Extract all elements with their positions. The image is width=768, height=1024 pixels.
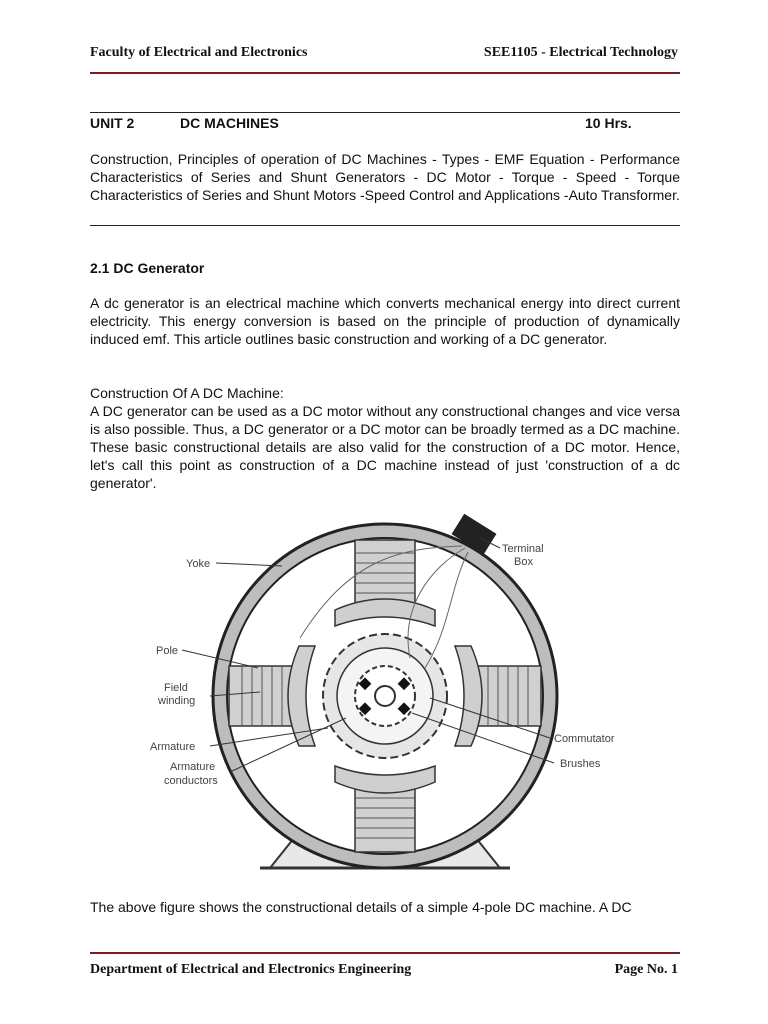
shaft: [375, 686, 395, 706]
construction-title: Construction Of A DC Machine:: [90, 385, 284, 401]
label-brushes: Brushes: [560, 758, 601, 770]
dc-machine-figure: [150, 508, 620, 878]
label-pole: Pole: [156, 645, 179, 657]
footer-rule: [90, 952, 680, 954]
footer-page-number: Page No. 1: [614, 962, 678, 977]
header-course: SEE1105 - Electrical Technology: [483, 45, 678, 60]
pole-right: [473, 666, 541, 726]
label-yoke: Yoke: [186, 558, 211, 570]
unit-bottom-rule: [90, 225, 680, 226]
intro-paragraph: A dc generator is an electrical machine which converts mechanical energy into direct current electricity. This energy conversion is based on the principle of production of dynamically induced emf. This article outlines basic construction and working of a DC generator.: [90, 295, 680, 347]
dc-machine-diagram: [150, 508, 620, 878]
caption-paragraph: The above figure shows the constructional details of a simple 4-pole DC machine. A DC: [90, 899, 632, 915]
label-field-1: Field: [164, 682, 188, 694]
pole-left: [229, 666, 297, 726]
header-rule: [90, 72, 680, 74]
construction-paragraph: A DC generator can be used as a DC motor without any constructional changes and vice versa is also possible. Thus, a DC generator or a DC motor can be broadly termed as a DC machine. These basic constructional details are also valid for the construction of a DC motor. Hence, let's call this point as construction of a DC machine instead of just 'construction of a dc generator'.: [90, 403, 680, 491]
pole-top: [355, 540, 415, 608]
label-armature: Armature: [150, 741, 196, 753]
label-terminal-1: Terminal: [502, 543, 544, 555]
unit-title: DC MACHINES: [180, 115, 279, 131]
label-arm-cond-1: Armature: [170, 761, 216, 773]
label-terminal-2: Box: [514, 556, 533, 568]
section-heading: 2.1 DC Generator: [90, 260, 205, 276]
label-field-2: winding: [158, 695, 196, 707]
unit-top-rule: [90, 112, 680, 113]
unit-hours: 10 Hrs.: [585, 115, 632, 131]
label-commutator: Commutator: [554, 733, 615, 745]
unit-number: UNIT 2: [90, 115, 135, 131]
footer-department: Department of Electrical and Electronics Engineering: [90, 962, 412, 977]
syllabus-text: Construction, Principles of operation of DC Machines - Types - EMF Equation - Performance Characteristics of Series and Shunt Generators - DC Motor - Torque - Speed - Torque Characteristics of Series and Shunt Motors -Speed Control and Applications -Auto Transformer.: [90, 151, 680, 203]
label-arm-cond-2: conductors: [164, 775, 218, 787]
header-faculty: Faculty of Electrical and Electronics: [90, 45, 308, 60]
